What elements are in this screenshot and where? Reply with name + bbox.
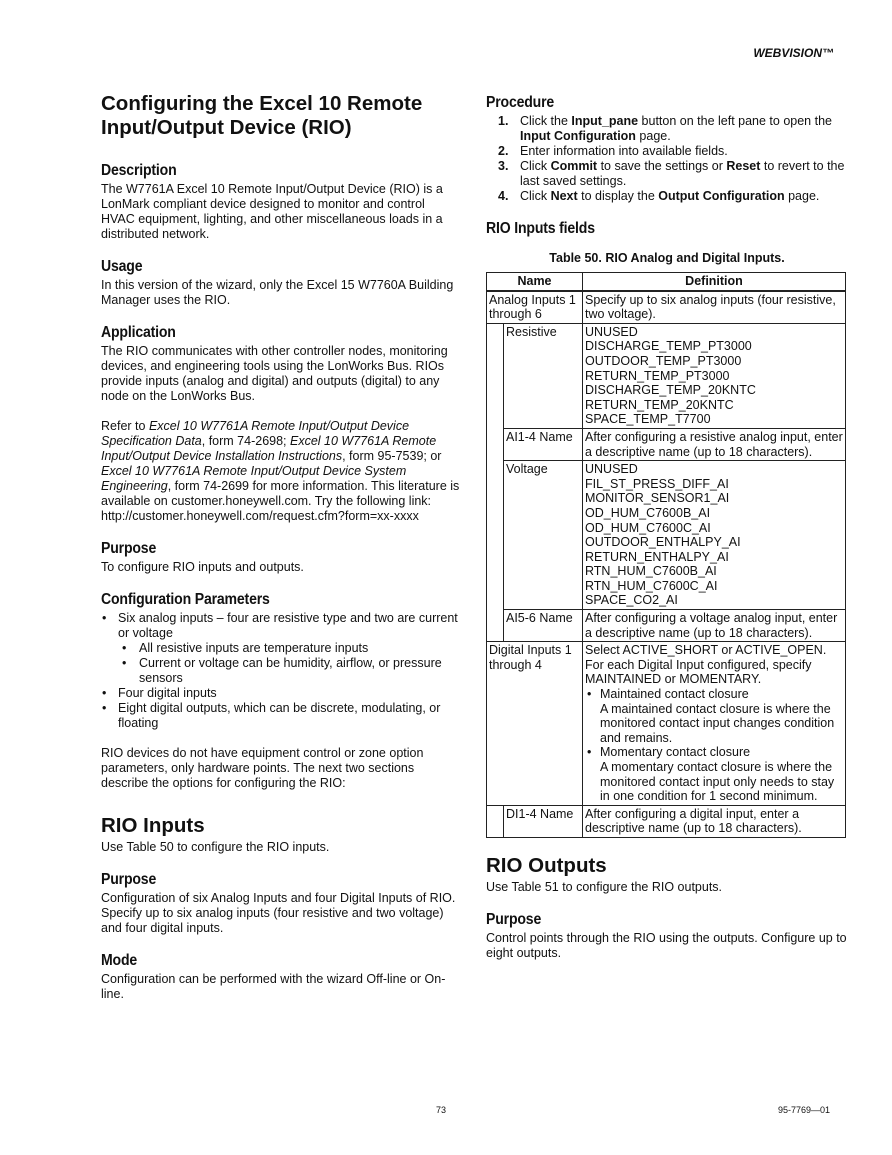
column-header-name: Name <box>487 273 583 291</box>
mode-text: Configuration can be performed with the wizard Off-line or On-line. <box>101 972 446 1001</box>
sub-list-item: • Current or voltage can be humidity, airflow, or pressure sensors <box>101 656 461 686</box>
doc-title-2: Excel 10 W7761A Remote Input/Output Device Installation Instructions <box>101 434 437 463</box>
momentary-title: Momentary contact closure <box>600 745 751 760</box>
step-number: 2. <box>498 144 509 158</box>
step-text: Click <box>520 189 551 203</box>
step-text: Click <box>520 159 551 173</box>
purpose3-section <box>486 911 848 961</box>
procedure-step <box>486 189 848 204</box>
table-cell-name: AI1-4 Name <box>504 428 583 460</box>
usage-text: In this version of the wizard, only the Excel 15 W7760A Building Manager uses the RIO. <box>101 278 454 307</box>
page-title: Configuring the Excel 10 Remote Input/Output Device (RIO) <box>101 92 423 139</box>
doc-suffix-3: , form 74-2699 for more information. This literature is available on customer.honeywell.com. Try the following link: <box>101 479 460 508</box>
list-item <box>101 611 461 686</box>
rio-outputs-section <box>486 855 848 895</box>
doc-title-1: Excel 10 W7761A Remote Input/Output Device Specification Data <box>101 419 410 448</box>
table-row <box>487 610 846 642</box>
literature-link[interactable]: http://customer.honeywell.com/request.cfm?form=xx-xxxx <box>101 509 419 523</box>
table-row <box>487 642 846 806</box>
maintained-title: Maintained contact closure <box>600 687 749 702</box>
step-bold: Output Configuration <box>658 189 785 203</box>
purpose2-heading: Purpose <box>101 871 157 888</box>
config-params-heading: Configuration Parameters <box>101 591 270 608</box>
table-caption: Table 50. RIO Analog and Digital Inputs. <box>549 251 785 265</box>
step-bold: Input_pane <box>571 114 639 128</box>
table-row <box>487 291 846 324</box>
procedure-steps <box>486 114 848 204</box>
table-indent-cell <box>487 428 504 460</box>
list-item: • Eight digital outputs, which can be discrete, modulating, or floating <box>101 701 461 731</box>
application-text: The RIO communicates with other controller nodes, monitoring devices, and engineering tools using the LonWorks Bus. RIOs provide inputs (analog and digital) and outputs (digital) to any node on the LonWorks Bus. <box>101 344 448 403</box>
application-section <box>101 324 461 524</box>
sub-list-item: • All resistive inputs are temperature inputs <box>101 641 461 656</box>
application-refer <box>101 419 461 509</box>
table-cell-definition: After configuring a resistive analog input, enter a descriptive name (up to 18 characters). <box>583 428 846 460</box>
table-cell-definition <box>583 642 846 806</box>
purpose-heading: Purpose <box>101 540 157 557</box>
step-bold: Next <box>550 189 578 203</box>
table-indent-cell <box>487 610 504 642</box>
table-cell-name: Voltage <box>504 461 583 610</box>
mode-section <box>101 952 461 1002</box>
usage-heading: Usage <box>101 258 143 275</box>
rio-outputs-text: Use Table 51 to configure the RIO outputs. <box>486 879 723 894</box>
table-row <box>487 461 846 610</box>
description-heading: Description <box>101 162 177 179</box>
purpose3-text: Control points through the RIO using the outputs. Configure up to eight outputs. <box>486 930 847 960</box>
table-row <box>487 323 846 428</box>
refer-prefix: Refer to <box>101 419 149 433</box>
column-header-definition: Definition <box>583 273 846 291</box>
step-text: Click the <box>520 114 572 128</box>
momentary-item <box>585 745 843 803</box>
step-number: 1. <box>498 114 509 128</box>
bullet: • <box>587 745 592 760</box>
config-params-list <box>101 611 461 731</box>
table-cell-name: Digital Inputs 1 through 4 <box>487 642 583 806</box>
step-text: page. <box>784 189 820 203</box>
left-column <box>101 92 461 1018</box>
maintained-item <box>585 687 843 745</box>
table-cell-definition: After configuring a voltage analog input, enter a descriptive name (up to 18 characters). <box>583 610 846 642</box>
procedure-step <box>486 144 848 159</box>
config-params-section <box>101 591 461 791</box>
step-bold: Commit <box>550 159 598 173</box>
list-item-text: Six analog inputs – four are resistive type and two are current or voltage <box>118 611 458 640</box>
digital-def-text: Select ACTIVE_SHORT or ACTIVE_OPEN. For each Digital Input configured, specify MAINTAINED or MOMENTARY. <box>585 643 827 687</box>
purpose2-text: Configuration of six Analog Inputs and four Digital Inputs of RIO. Specify up to six analog inputs (four resistive and two voltage) and four digital inputs. <box>101 891 456 935</box>
rio-inputs-section <box>101 815 461 855</box>
document-number: 95-7769—01 <box>777 1105 830 1115</box>
step-number: 3. <box>498 159 509 173</box>
table-header-row <box>487 273 846 291</box>
mode-heading: Mode <box>101 952 138 969</box>
sub-list <box>101 641 461 686</box>
procedure-section <box>486 94 848 204</box>
table-cell-definition: UNUSED FIL_ST_PRESS_DIFF_AI MONITOR_SENSOR1_AI OD_HUM_C7600B_AI OD_HUM_C7600C_AI OUTDOOR_ENTHALPY_AI RETURN_ENTHALPY_AI RTN_HUM_C7600B_AI RTN_HUM_C7600C_AI SPACE_CO2_AI <box>583 461 846 610</box>
rio-inputs-fields-heading: RIO Inputs fields <box>486 220 595 237</box>
table-indent-cell <box>487 805 504 837</box>
bullet: • <box>587 687 592 702</box>
description-text: The W7761A Excel 10 Remote Input/Output Device (RIO) is a LonMark compliant device designed to monitor and control HVAC equipment, lighting, and other miscellaneous loads in a distributed network. <box>101 182 443 241</box>
doc-suffix-2: , form 95-7539; or <box>342 449 442 463</box>
doc-title-3: Excel 10 W7761A Remote Input/Output Device System Engineering <box>101 464 407 493</box>
rio-inputs-table <box>486 272 846 838</box>
purpose-section <box>101 540 461 575</box>
table-cell-name: AI5-6 Name <box>504 610 583 642</box>
rio-inputs-fields-section <box>486 220 848 838</box>
table-cell-name: Resistive <box>504 323 583 428</box>
table-cell-name: Analog Inputs 1 through 6 <box>487 291 583 324</box>
table-cell-definition: Specify up to six analog inputs (four resistive, two voltage). <box>583 291 846 324</box>
procedure-step <box>486 159 848 189</box>
config-params-note: RIO devices do not have equipment control or zone option parameters, only hardware points. The next two sections describe the options for configuring the RIO: <box>101 746 424 790</box>
list-item: • Four digital inputs <box>101 686 461 701</box>
purpose2-section <box>101 871 461 936</box>
purpose3-heading: Purpose <box>486 910 542 928</box>
usage-section <box>101 258 461 308</box>
rio-inputs-heading: RIO Inputs <box>101 814 205 837</box>
doc-suffix-1: , form 74-2698; <box>201 434 291 448</box>
step-number: 4. <box>498 189 509 203</box>
right-column <box>486 94 848 977</box>
page-number: 73 <box>436 1105 447 1115</box>
procedure-heading: Procedure <box>486 94 555 111</box>
application-heading: Application <box>101 324 176 341</box>
table-cell-definition: After configuring a digital input, enter a descriptive name (up to 18 characters). <box>583 805 846 837</box>
table-cell-name: DI1-4 Name <box>504 805 583 837</box>
momentary-text: A momentary contact closure is where the monitored contact input only needs to stay in one condition for 1 second minimum. <box>600 760 835 804</box>
step-text: button on the left pane to open the <box>638 114 832 128</box>
table-indent-cell <box>487 323 504 428</box>
step-text: to display the <box>577 189 659 203</box>
table-cell-definition: UNUSED DISCHARGE_TEMP_PT3000 OUTDOOR_TEMP_PT3000 RETURN_TEMP_PT3000 DISCHARGE_TEMP_20KNTC RETURN_TEMP_20KNTC SPACE_TEMP_T7700 <box>583 323 846 428</box>
rio-outputs-heading: RIO Outputs <box>486 853 607 877</box>
step-text: Enter information into available fields. <box>520 144 728 158</box>
maintained-text: A maintained contact closure is where the monitored contact input changes condition and remains. <box>600 701 835 745</box>
step-bold: Input Configuration <box>520 129 636 143</box>
step-bold: Reset <box>726 159 761 173</box>
purpose-text: To configure RIO inputs and outputs. <box>101 560 304 574</box>
header-brand: WEBVISION™ <box>753 46 834 60</box>
description-section <box>101 162 461 242</box>
step-text: to revert to the last saved settings. <box>520 159 845 188</box>
rio-inputs-text: Use Table 50 to configure the RIO inputs. <box>101 840 330 854</box>
table-indent-cell <box>487 461 504 610</box>
step-text: page. <box>635 129 671 143</box>
table-row <box>487 428 846 460</box>
table-row <box>487 805 846 837</box>
step-text: to save the settings or <box>597 159 727 173</box>
procedure-step <box>486 114 848 144</box>
